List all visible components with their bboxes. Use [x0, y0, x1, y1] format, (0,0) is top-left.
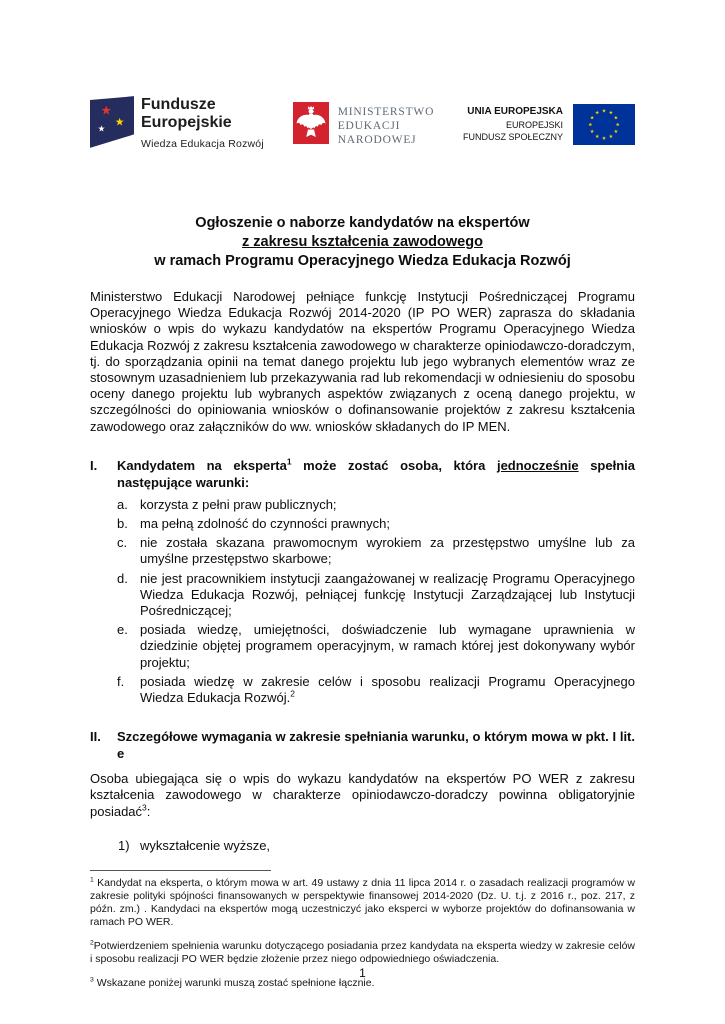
list-item-e — [117, 622, 635, 671]
eu-label — [463, 104, 563, 144]
list-item-text: ma pełną zdolność do czynności prawnych; — [140, 516, 391, 532]
title-line3: w ramach Programu Operacyjnego Wiedza Edukacja Rozwój — [154, 253, 571, 269]
heading-part: spełnia następujące warunki: — [117, 457, 635, 490]
list-item-c — [117, 535, 635, 567]
footnote-ref-3: 3 — [142, 802, 147, 813]
footnote-text-3: Wskazane poniżej warunki muszą zostać spełnione łącznie. — [93, 977, 375, 990]
logo-european-union — [463, 104, 635, 145]
list-item-marker: 1) — [118, 837, 130, 853]
eu-label-line1: UNIA EUROPEJSKA — [467, 106, 563, 117]
logo-ministry-of-education — [293, 102, 434, 147]
fe-logo-text — [141, 96, 264, 150]
list-item-marker: a. — [117, 496, 128, 512]
section-2-number: II. — [90, 729, 101, 745]
footnote-text-1: Kandydat na eksperta, o którym mowa w art. 49 ustawy z dnia 11 lipca 2014 r. o zasadach realizacji programów w zakresie polityki spójności finansowanych w perspektywie finansowej 2014-2020 (Dz. U. t.j. z 2016 r., poz. 217, z późn. zm.) . Kandydaci na ekspertów mogą uczestniczyć jako eksperci w wyborze projektów do dofinansowania w ramach PO WER. — [90, 876, 635, 929]
list-item-marker: c. — [117, 535, 128, 551]
document-title — [90, 214, 635, 271]
list-item-text: nie została skazana prawomocnym wyrokiem za przestępstwo umyślne lub za umyślne przestępstwo skarbowe; — [140, 535, 635, 567]
footnote-marker-1: 1 — [90, 876, 94, 884]
heading-part: Kandydatem na eksperta — [117, 457, 287, 473]
heading-part: może zostać osoba, która — [291, 457, 497, 473]
list-item-marker: e. — [117, 622, 128, 638]
section-2-paragraph — [90, 771, 635, 820]
footnote-1 — [90, 877, 635, 930]
ministry-name-line3: NARODOWEJ — [337, 134, 417, 146]
section-1-heading-text — [117, 457, 635, 491]
list-item-b — [117, 516, 635, 532]
logo-fundusze-europejskie — [90, 96, 264, 150]
paragraph-part: Osoba ubiegająca się o wpis do wykazu kandydatów na ekspertów PO WER z zakresu kształcenia zawodowego w charakterze opiniodawczo-doradczy powinna obligatoryjnie posiadać — [90, 771, 635, 819]
list-item-text: posiada wiedzę, umiejętności, doświadczenie lub wymagane uprawnienia w dziedzinie objętej programem operacyjnym, w ramach której jest dokonywany wybór projektu; — [140, 622, 635, 670]
section-1-list — [90, 497, 635, 706]
header-logos — [90, 96, 635, 186]
list-item-marker: f. — [117, 673, 125, 689]
footnote-ref-1: 1 — [286, 456, 292, 467]
footnote-separator — [90, 870, 271, 871]
ministry-name-line2: EDUKACJI — [337, 120, 401, 132]
requirement-item-1 — [118, 838, 635, 854]
fundusze-europejskie-flag-icon — [90, 96, 134, 150]
section-2-heading-text: Szczegółowe wymagania w zakresie spełniania warunku, o którym mowa w pkt. I lit. e — [117, 729, 635, 762]
list-item-f — [117, 674, 635, 706]
title-line2: z zakresu kształcenia zawodowego — [242, 234, 483, 250]
list-item-marker: d. — [117, 570, 128, 586]
polish-eagle-emblem-icon — [293, 102, 329, 144]
list-item-text-part: posiada wiedzę w zakresie celów i sposobu realizacji Programu Operacyjnego Wiedza Edukacja Rozwój. — [140, 673, 635, 706]
footnote-text-2: Potwierdzeniem spełnienia warunku dotyczącego posiadania przez kandydata na eksperta wiedzy w zakresie celów i sposobu realizacji PO WER będzie złożenie przez niego odpowiedniego oświadczenia. — [90, 940, 635, 966]
intro-paragraph: Ministerstwo Edukacji Narodowej pełniące funkcję Instytucji Pośredniczącej Programu Operacyjnego Wiedza Edukacja Rozwój 2014-2020 (IP PO WER) zaprasza do składania wniosków o wpis do wykazu kandydatów na ekspertów Programu Operacyjnego Wiedza Edukacja Rozwój z zakresu kształcenia zawodowego w charakterze opiniodawczo-doradczym, tj. do sporządzania opinii na temat danego projektu lub jego wybranych elementów wraz ze stosownym uzasadnieniem lub przekazywania rad lub rekomendacji w odniesieniu do sposobu oceny danego projektu lub wybranych aspektów związanych z oceną danego projektu, w szczególności do opiniowania wniosków o dofinansowanie projektów z zakresu kształcenia zawodowego oraz załączników do ww. wniosków składanych do IP MEN. — [90, 289, 635, 434]
fe-program-subtitle: Wiedza Edukacja Rozwój — [141, 138, 264, 150]
section-1-heading — [90, 457, 635, 491]
footnote-marker-3: 3 — [90, 976, 94, 984]
list-item-d — [117, 571, 635, 620]
list-item-text: wykształcenie wyższe, — [140, 837, 271, 853]
title-line1: Ogłoszenie o naborze kandydatów na ekspertów — [195, 215, 530, 231]
list-item-text: korzysta z pełni praw publicznych; — [140, 496, 337, 512]
fe-title-line2: Europejskie — [141, 114, 232, 131]
ministry-name-line1: MINISTERSTWO — [337, 106, 435, 118]
fe-title-line1: Fundusze — [141, 96, 216, 113]
section-1-number: I. — [90, 457, 98, 473]
page-number: 1 — [359, 966, 366, 980]
list-item-text — [140, 674, 635, 706]
paragraph-part: : — [146, 803, 151, 819]
footnote-ref-2: 2 — [290, 688, 295, 699]
ministry-name — [338, 102, 434, 147]
list-item-text: nie jest pracownikiem instytucji zaangażowanej w realizację Programu Operacyjnego Wiedza Edukacja Rozwój, pełniącej funkcję Instytucji Zarządzającej lub Instytucji Pośredniczącej; — [140, 570, 635, 619]
footnote-marker-2: 2 — [90, 939, 94, 947]
section-2-heading — [90, 728, 635, 762]
footnote-2 — [90, 940, 635, 966]
heading-underlined-word: jednocześnie — [496, 457, 579, 473]
eu-label-line3: FUNDUSZ SPOŁECZNY — [462, 132, 563, 142]
list-item-marker: b. — [117, 516, 128, 532]
list-item-a — [117, 497, 635, 513]
eu-flag-icon — [573, 104, 635, 145]
document-content — [0, 96, 725, 990]
eu-label-line2: EUROPEJSKI — [505, 119, 563, 130]
